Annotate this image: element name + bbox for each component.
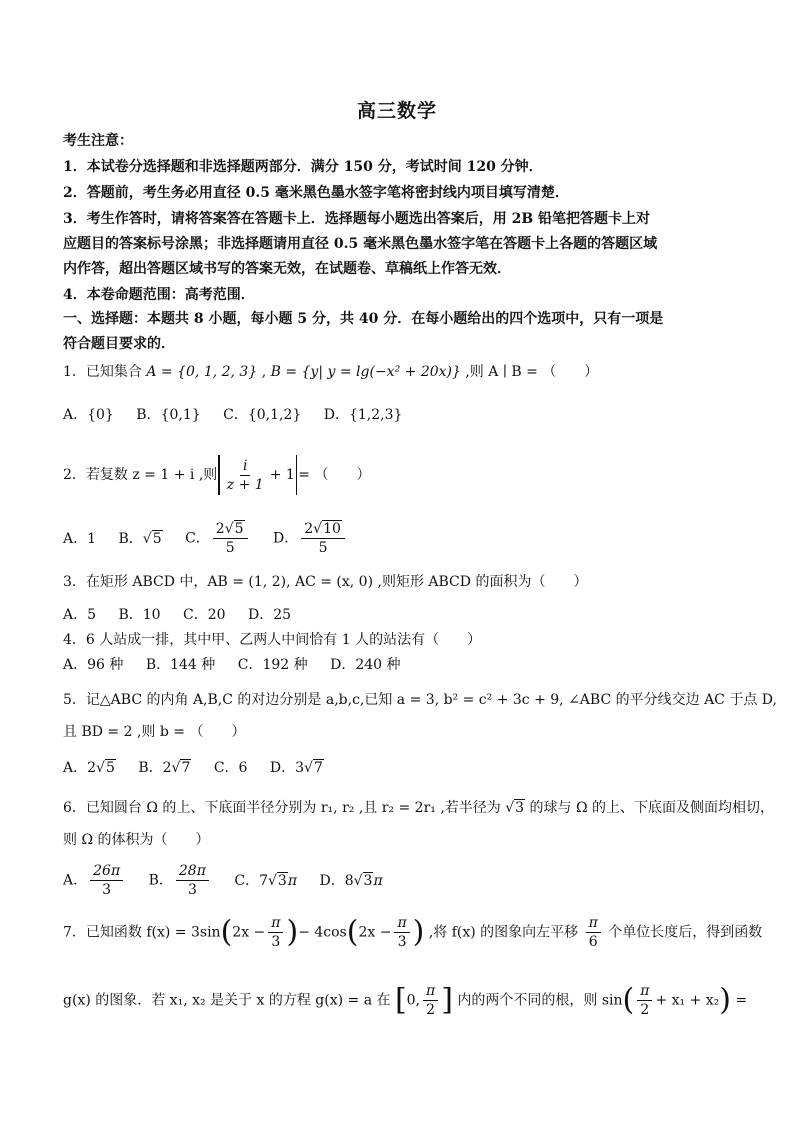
q5-option-a [63, 758, 116, 778]
q1-option-a: A．{0} [63, 407, 114, 423]
q7-frac1 [268, 914, 283, 951]
question-6 [63, 798, 774, 818]
q2-optD-den: 5 [318, 540, 328, 556]
q7-sin-num: π [637, 982, 652, 1001]
q2-optD-rad: 10 [323, 521, 341, 537]
q6-optC-tail: π [287, 872, 298, 889]
q4-options [63, 655, 419, 675]
q4-option-a: A．96 种 [63, 657, 124, 673]
note-2: 2．答题前，考生务必用直径 0.5 毫米黑色墨水签字笔将密封线内项目填写清楚． [63, 185, 569, 201]
question-2 [63, 455, 370, 495]
q2-fraction [224, 457, 267, 494]
section-heading: 一、选择题：本题共 8 小题，每小题 5 分，共 40 分．在每小题给出的四个选项中，只有一项是 [63, 311, 664, 327]
q5-optB-rad: 7 [181, 760, 191, 776]
q2-optD-coef: 2 [304, 521, 314, 537]
q6-option-c [234, 871, 297, 891]
q7-interval-frac [423, 982, 438, 1019]
q2-optB-label: B． [118, 530, 143, 547]
q7-arg2: 2x − [358, 924, 392, 941]
q7-sin-frac [637, 982, 652, 1019]
q6-optC-rad: 3 [277, 872, 287, 889]
q2-frac-den: z + 1 [226, 476, 264, 493]
q6-text-b: 的球与 Ω 的上、下底面及侧面均相切， [525, 800, 775, 816]
q2-tail: + 1 [269, 467, 295, 483]
sqrt-sign: √5 [96, 760, 115, 776]
q2-options [63, 520, 366, 557]
q3-options [63, 605, 309, 625]
q6-text-a: 6．已知圆台 Ω 的上、下底面半径分别为 r₁, r₂ ,且 r₂ = 2r₁ ,若半径为 [63, 800, 506, 816]
q7-sum: + x₁ + x₂ [655, 992, 720, 1009]
q2-option-b [118, 529, 162, 549]
q2-optD-label: D． [273, 530, 299, 547]
q2-frac-num: i [240, 457, 250, 476]
q3-option-b: B．10 [118, 607, 161, 623]
q7-sin-den: 2 [640, 1002, 650, 1018]
question-3: 3．在矩形 ABCD 中，AB = (1, 2), AC = (x, 0) ,则矩形 ABCD 的面积为（ ） [63, 574, 588, 590]
q2-optC-label: C． [185, 530, 210, 547]
question-1 [63, 362, 598, 382]
q1-prefix: 1．已知集合 [63, 364, 147, 380]
q6-rad: 3 [515, 800, 525, 816]
q7-shift-num: π [586, 914, 601, 933]
q7-frac1-den: 3 [271, 934, 281, 950]
note-3-cont2: 内作答，超出答题区域书写的答案无效，在试题卷、草稿纸上作答无效． [63, 261, 511, 277]
q7-arg1: 2x − [232, 924, 266, 941]
q3-option-c: C．20 [183, 607, 226, 623]
abs-bar-left [218, 455, 220, 495]
note-4: 4．本卷命题范围：高考范围． [63, 287, 255, 303]
q6-optA-num: 26π [90, 862, 123, 881]
q7-interval-start: 0, [406, 992, 421, 1009]
question-5-cont: 且 BD = 2 ,则 b = （ ） [63, 724, 246, 740]
q7-gx: g(x) 的图象．若 x₁, x₂ 是关于 x 的方程 g(x) = a 在 [63, 992, 395, 1009]
q7-interval-den: 2 [426, 1002, 436, 1018]
q2-optB-rad: 5 [152, 530, 162, 547]
q6-option-a [63, 862, 126, 899]
q7-frac1-num: π [268, 914, 283, 933]
q5-optD-rad: 7 [313, 760, 323, 776]
note-1: 1．本试卷分选择题和非选择题两部分．满分 150 分，考试时间 120 分钟． [63, 159, 543, 175]
q6-options [63, 862, 401, 899]
q6-optD-rad: 3 [363, 872, 373, 889]
q1-option-d: D．{1,2,3} [323, 407, 403, 423]
sqrt-sign: √7 [171, 760, 191, 776]
q6-option-b [149, 862, 212, 899]
q6-optB-frac [176, 862, 209, 899]
q2-optC-num [213, 520, 248, 539]
q7-fx: 7．已知函数 f(x) = 3sin [63, 924, 221, 941]
question-7-cont: g(x) 的图象．若 x₁, x₂ 是关于 x 的方程 g(x) = a 在 [0, $\frac{\pi}{2}$ ] 内的两个不同的根，则 sin( $\frac{\pi}{2}$ + x₁ + x₂) = [63, 982, 748, 1018]
q2-optD-frac [301, 520, 345, 557]
q4-option-b: B．144 种 [145, 657, 216, 673]
sqrt-sign: √3 [505, 800, 525, 816]
sqrt-sign: √5 [224, 521, 244, 537]
q6-optB-label: B． [148, 872, 173, 889]
q6-optB-den: 3 [187, 882, 197, 898]
q7-frac2-den: 3 [397, 934, 407, 950]
q2-option-c [185, 520, 250, 557]
sqrt-sign: √5 [142, 530, 162, 547]
q6-optD-tail: π [373, 872, 383, 889]
q5-optA-label: A．2 [63, 760, 97, 776]
question-5: 5．记△ABC 的内角 A,B,C 的对边分别是 a,b,c,已知 a = 3, b² = c² + 3c + 9, ∠ABC 的平分线交边 AC 于点 D, [63, 692, 777, 708]
notes-heading: 考生注意： [63, 133, 133, 149]
note-3: 3．考生作答时，请将答案答在答题卡上．选择题每小题选出答案后，用 2B 铅笔把答题卡上对 [63, 211, 651, 227]
page-title: 高三数学 [356, 100, 437, 122]
q2-optC-coef: 2 [215, 521, 225, 537]
q5-option-c: C．6 [213, 760, 248, 776]
q7-result: 个单位长度后，得到函数 [603, 924, 763, 941]
q5-optB-label: B．2 [138, 760, 172, 776]
q2-option-d [273, 520, 348, 557]
sqrt-sign: √3 [353, 872, 373, 889]
question-4: 4．6 人站成一排，其中甲、乙两人中间恰有 1 人的站法有（ ） [63, 632, 482, 648]
question-6-cont: 则 Ω 的体积为（ ） [63, 832, 210, 848]
q5-optA-rad: 5 [105, 760, 115, 776]
q6-optD-label: D．8 [319, 872, 354, 889]
q7-equals: = [731, 992, 748, 1009]
q6-optB-num: 28π [176, 862, 209, 881]
q6-option-d [319, 871, 382, 891]
q7-frac2-num: π [394, 914, 409, 933]
q7-shift-den: 6 [588, 934, 598, 950]
q1-set-b: B = {y| y = lg(−x² + 20x)} [270, 364, 461, 380]
q5-options [63, 758, 342, 778]
q2-optC-den: 5 [225, 540, 235, 556]
q7-cos: − 4cos [298, 924, 347, 941]
q4-option-d: D．240 种 [330, 657, 401, 673]
sqrt-sign: √7 [304, 760, 323, 776]
q2-suffix: = （ ） [298, 467, 371, 483]
q2-prefix: 2．若复数 z = 1 + i ,则 [63, 467, 218, 483]
q6-optC-label: C．7 [234, 872, 268, 889]
q1-set-a: A = {0, 1, 2, 3} [146, 364, 258, 380]
sqrt-sign: √10 [313, 521, 341, 537]
q1-option-b: B．{0,1} [136, 407, 201, 423]
q1-options [63, 405, 420, 425]
q7-frac2 [394, 914, 409, 951]
q3-option-d: D．25 [248, 607, 292, 623]
q2-optD-num [301, 520, 345, 539]
q7-shift-text: ,将 f(x) 的图象向左平移 [424, 924, 583, 941]
q6-optA-label: A． [63, 872, 88, 889]
q3-option-a: A．5 [63, 607, 97, 623]
q4-option-c: C．192 种 [237, 657, 308, 673]
q1-suffix: ,则 A ∣ B = （ ） [460, 364, 599, 380]
q5-option-b [138, 758, 191, 778]
q5-option-d [270, 758, 324, 778]
question-7: 7．已知函数 f(x) = 3sin(2x − $\frac{\pi}{3}$ )− 4cos(2x − $\frac{\pi}{3}$ ) ,将 f(x) 的图象向左平移 $\frac{\pi}{6}$ 个单位长度后，得到函数 [63, 914, 763, 950]
note-3-cont: 应题目的答案标号涂黑；非选择题请用直径 0.5 毫米黑色墨水签字笔在答题卡上各题的答题区域 [63, 236, 658, 252]
q7-shift-frac [586, 914, 601, 951]
q2-optC-rad: 5 [234, 521, 244, 537]
q2-optC-frac [213, 520, 248, 557]
q7-sin: 内的两个不同的根，则 sin [452, 992, 623, 1009]
q6-optA-den: 3 [102, 882, 112, 898]
q7-interval-num: π [423, 982, 438, 1001]
q1-option-c: C．{0,1,2} [223, 407, 302, 423]
q5-optD-label: D．3 [269, 760, 305, 776]
q1-sep: , [257, 364, 271, 380]
sqrt-sign: √3 [267, 872, 287, 889]
q6-optA-frac [90, 862, 123, 899]
section-heading-cont: 符合题目要求的． [63, 336, 175, 352]
q2-option-a: A．1 [63, 530, 97, 547]
